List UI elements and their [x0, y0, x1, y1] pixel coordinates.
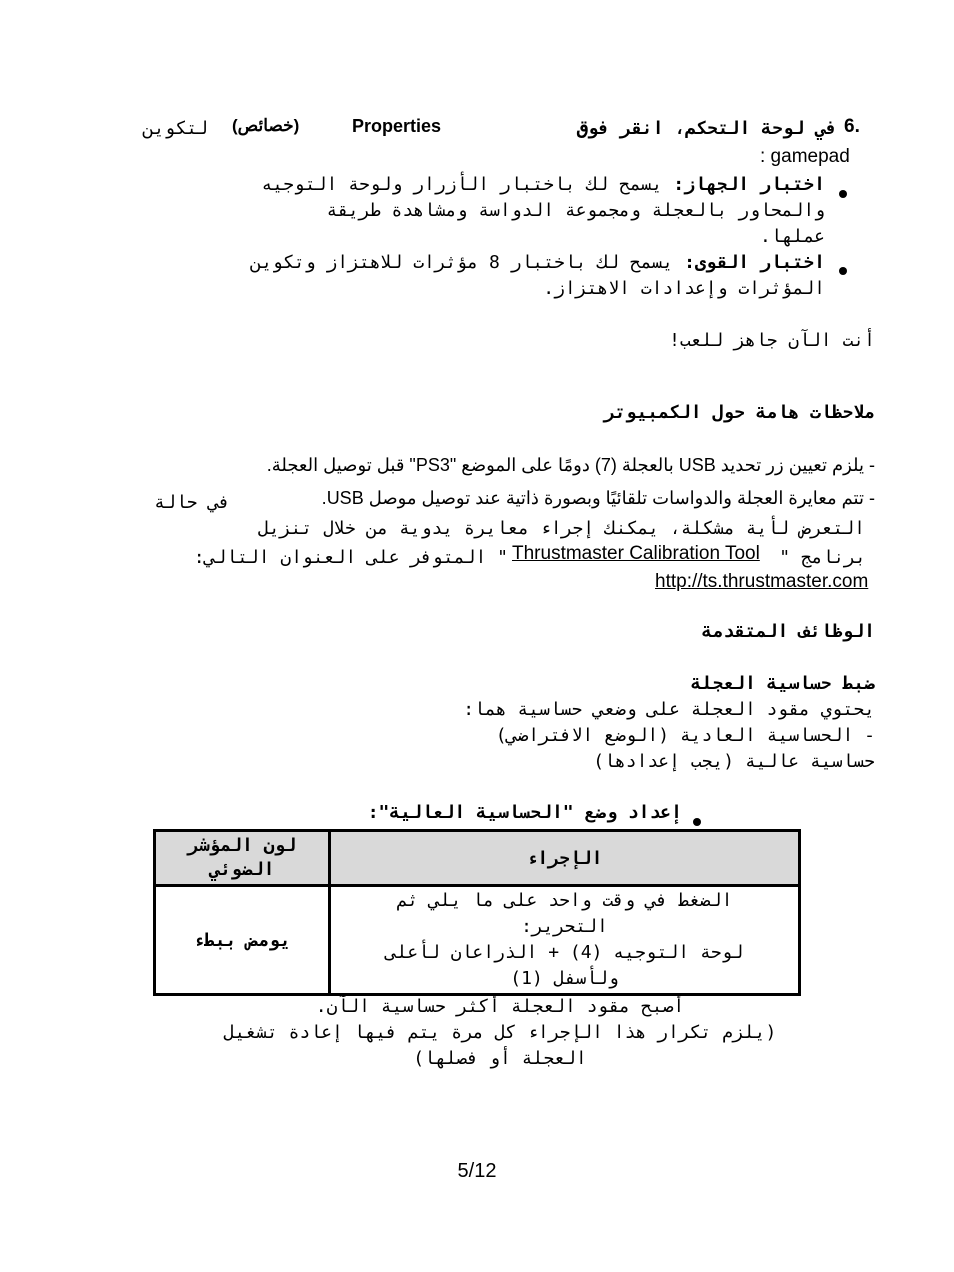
bullet-device-test-line1: [120, 174, 825, 195]
table-row: [155, 886, 800, 995]
bullet-force-test-title: اختبار القوى:: [684, 252, 825, 273]
high-sensitivity-setup-title: إعداد وضع "الحساسية العالية":: [367, 802, 682, 823]
bullet-dot: [839, 260, 847, 279]
pc-note-usb-switch: - يلزم تعيين زر تحديد USB بالعجلة (7) دومًا على الموضع "PS3" قبل توصيل العجلة.: [266, 455, 875, 475]
after-repeat-note-line2: العجلة أو فصلها): [413, 1048, 587, 1069]
after-sensitivity-note: أصبح مقود العجلة أكثر حساسية الآن.: [315, 996, 685, 1017]
bullet-device-test-title: اختبار الجهاز:: [673, 174, 825, 195]
table-header-led-color: لون المؤشر الضوئي: [155, 831, 330, 886]
bullet-dot: [693, 811, 701, 830]
high-sensitivity-table: [153, 829, 801, 996]
bullet-device-test-line2: والمحاور بالعجلة ومجموعة الدواسة ومشاهدة طريقة: [326, 200, 825, 221]
step-6-configure-text: لتكوين: [142, 118, 208, 139]
pc-notes-heading: ملاحظات هامة حول الكمبيوتر: [604, 402, 875, 423]
table-header-action: الإجراء: [330, 831, 800, 886]
bullet-device-test-line3: عملها.: [759, 226, 825, 247]
thrustmaster-url-link[interactable]: http://ts.thrustmaster.com: [655, 571, 869, 592]
page-number: 5/12: [457, 1160, 497, 1182]
bullet-device-test-text: يسمح لك باختبار الأزرار ولوحة التوجيه: [261, 174, 663, 195]
bullet-force-test-line1: [120, 252, 825, 273]
bullet-dot: [839, 183, 847, 202]
table-cell-led-value: يومض ببطء: [155, 886, 330, 995]
action-line: التحرير:: [521, 916, 608, 937]
ready-text: أنت الآن جاهز للعب!: [669, 330, 875, 351]
step-6-number: 6.: [844, 116, 860, 137]
pc-note-calibration-program-text: برنامج ": [779, 547, 866, 568]
sensitivity-modes-intro: يحتوي مقود العجلة على وضعي حساسية هما:: [463, 699, 875, 720]
step-6-properties-label: Properties: [352, 116, 442, 136]
bullet-force-test-line2: المؤثرات وإعدادات الاهتزاز.: [543, 278, 825, 299]
sensitivity-mode-normal: - الحساسية العادية (الوضع الافتراضي): [495, 725, 875, 746]
table-header-row: [155, 831, 800, 886]
step-6-properties-arabic: (خصائص): [232, 116, 300, 135]
action-line: لوحة التوجيه (4) + الذراعان لأعلى: [385, 942, 744, 963]
advanced-heading: الوظائف المتقدمة: [701, 621, 875, 642]
pc-note-calibration-text: - تتم معايرة العجلة والدواسات تلقائيًا وبصورة ذاتية عند توصيل موصل USB.: [321, 488, 875, 508]
action-line: الضغط في وقت واحد على ما يلي ثم: [396, 890, 733, 911]
step-6-instruction: في لوحة التحكم، انقر فوق: [576, 118, 837, 139]
bullet-force-test-text: يسمح لك باختبار 8 مؤثرات للاهتزاز وتكوين: [250, 252, 674, 273]
step-6-gamepad: : gamepad: [760, 146, 850, 167]
calibration-tool-link[interactable]: Thrustmaster Calibration Tool: [512, 543, 760, 564]
sensitivity-heading: ضبط حساسية العجلة: [690, 673, 875, 694]
pc-note-calibration-tail: في حالة: [154, 492, 230, 513]
sensitivity-mode-high: حساسية عالية (يجب إعدادها): [593, 751, 875, 772]
pc-note-calibration-address-text: " المتوفر على العنوان التالي:: [193, 547, 508, 568]
after-repeat-note-line1: (يلزم تكرار هذا الإجراء كل مرة يتم فيها إعادة تشغيل: [223, 1022, 777, 1043]
pc-note-calibration-line2: التعرض لأية مشكلة، يمكنك إجراء معايرة يدوية من خلال تنزيل: [258, 518, 865, 539]
action-line: ولأسفل (1): [510, 968, 619, 989]
table-cell-action: [330, 886, 800, 995]
